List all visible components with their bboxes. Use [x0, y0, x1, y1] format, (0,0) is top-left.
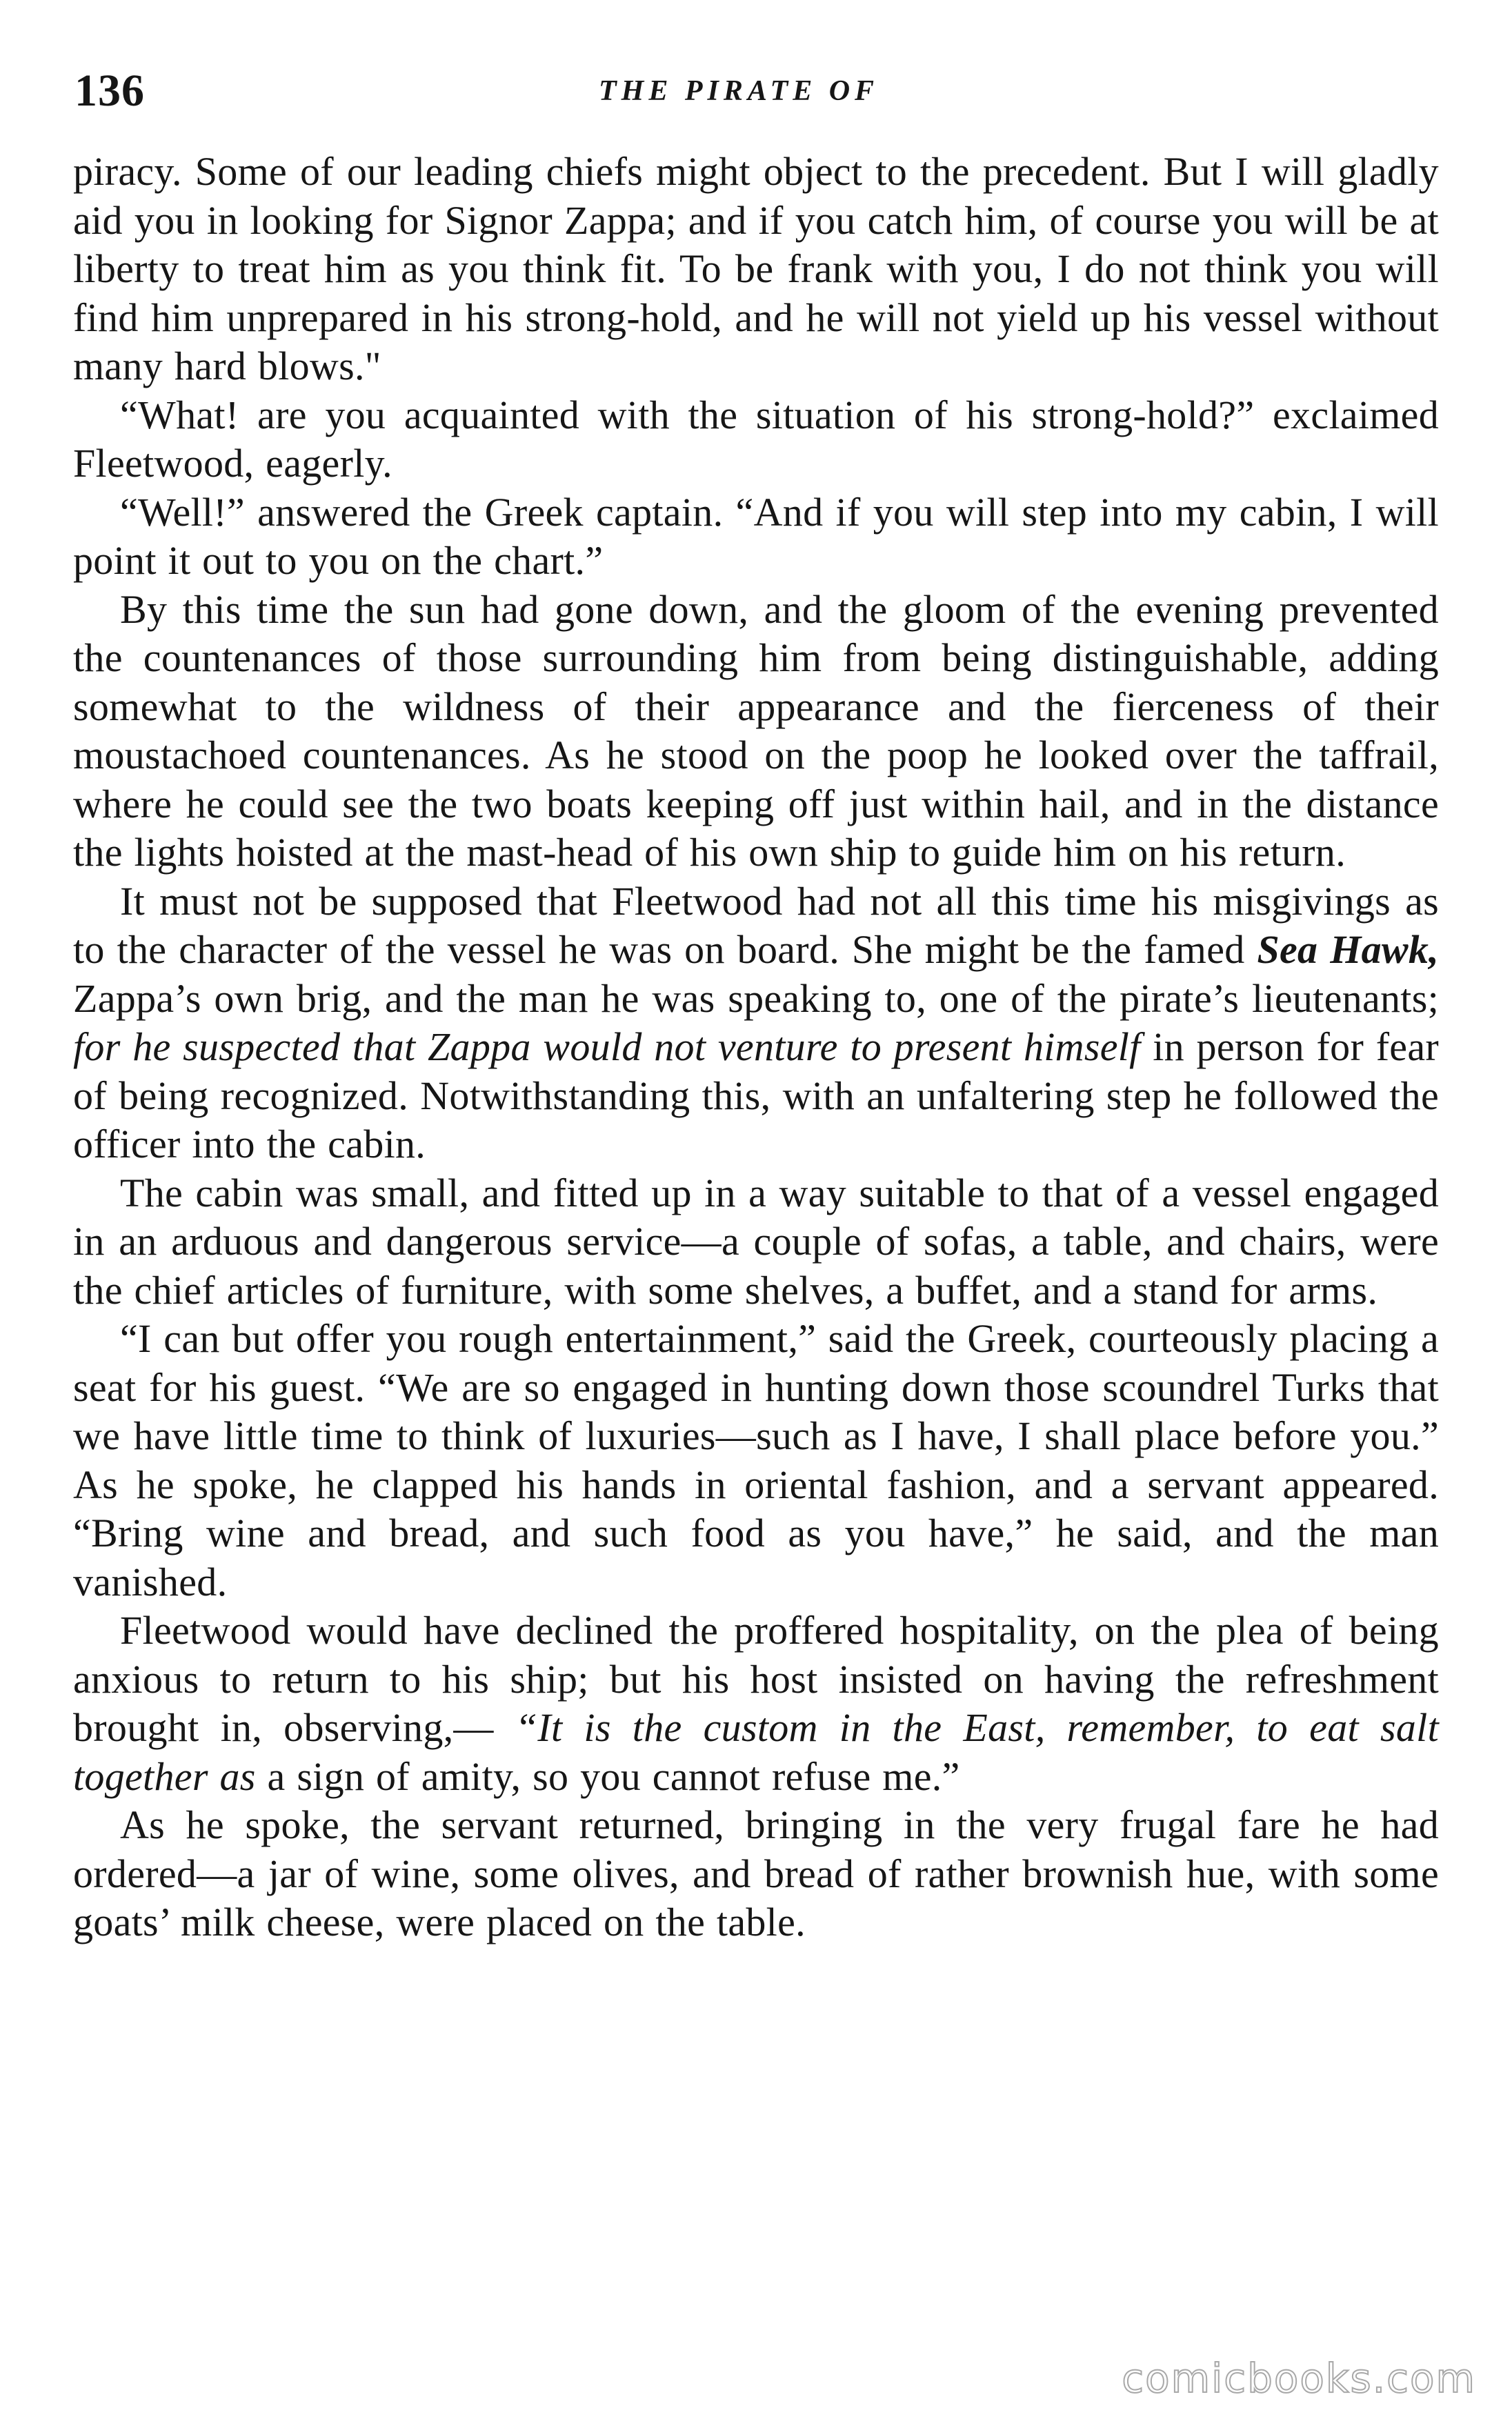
paragraph: As he spoke, the servant returned, bringing in the very frugal fare he had ordered—a jar of wine, some olives, and bread of rather brownish hue, with some goats’ milk cheese, were placed on the table. [73, 1802, 1439, 1944]
paragraph-text: Fleetwood would have declined the proffered hospitality, on the plea of being anxious to return to his ship; but his host insisted on having the refreshment brought in, observing,— [73, 1608, 1439, 1750]
paragraph-text: Zappa’s own brig, and the man he was speaking to, one of the pirate’s lieutenants; [73, 975, 1439, 1021]
paragraph: “I can but offer you rough entertainment,” said the Greek, courteously placing a seat for his guest. “We are so engaged in hunting down those scoundrel Turks that we have little time to think of luxuries—such as I have, I shall place before you.” As he spoke, he clapped his hands in oriental fashion, and a servant appeared. “Bring wine and bread, and such food as you have,” he said, and the man vanished. [73, 1316, 1439, 1604]
paragraph [73, 1606, 1439, 1801]
paragraph-text: in person for fear of being recognized. Notwithstanding this, with an unfaltering step he followed the officer into the cabin. [73, 1024, 1440, 1166]
paragraph: By this time the sun had gone down, and the gloom of the evening prevented the countenances of those surrounding him from being distinguishable, adding somewhat to the wildness of their appearance and the fierceness of their moustachoed countenances. As he stood on the poop he looked over the taffrail, where he could see the two boats keeping off just within hail, and in the distance the lights hoisted at the mast-head of his own ship to guide him on his return. [73, 586, 1439, 875]
running-head: THE PIRATE OF [599, 75, 879, 107]
paragraph: “What! are you acquainted with the situation of his strong-hold?” exclaimed Fleetwood, eagerly. [73, 392, 1439, 486]
italic-run: for he suspected that Zappa would not venture to present himself [73, 1024, 1141, 1069]
ship-name: Sea Hawk, [1257, 927, 1439, 972]
page-header [74, 59, 1437, 121]
paragraph: piracy. Some of our leading chiefs might object to the precedent. But I will gladly aid you in looking for Signor Zappa; and if you catch him, of course you will be at liberty to treat him as you think fit. To be frank with you, I do not think you will find him unprepared in his strong-hold, and he will not yield up his vessel without many hard blows." [73, 149, 1439, 388]
paragraph: The cabin was small, and fitted up in a way suitable to that of a vessel engaged in an arduous and dangerous service—a couple of sofas, a table, and chairs, were the chief articles of furniture, with some shelves, a buffet, and a stand for arms. [73, 1170, 1439, 1313]
body-text [73, 148, 1439, 1947]
paragraph-text: a sign of amity, so you cannot refuse me.” [255, 1753, 960, 1799]
paragraph [73, 877, 1439, 1169]
paragraph-text: It must not be supposed that Fleetwood had not all this time his misgivings as to the character of the vessel he was on board. She might be the famed [73, 878, 1439, 972]
paragraph: “Well!” answered the Greek captain. “And if you will step into my cabin, I will point it out to you on the chart.” [73, 489, 1439, 583]
watermark: comicbooks.com [1122, 2355, 1476, 2402]
page-number: 136 [74, 66, 145, 116]
italic-run: “It is the custom in the East, remember, to eat salt together as [73, 1705, 1439, 1799]
